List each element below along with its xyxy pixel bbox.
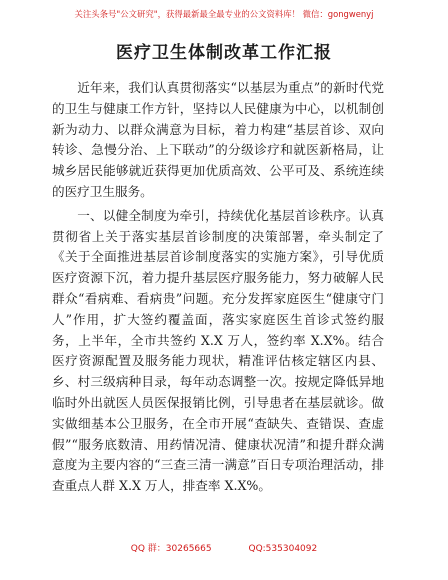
footer-contacts — [0, 541, 448, 554]
footer-qq-contact: QQ:535304092 — [248, 544, 318, 554]
paragraph-section-one: 一、以健全制度为牵引，持续优化基层首诊秩序。认真贯彻省上关于落实基层首诊制度的决策部署，牵头制定了《关于全面推进基层首诊制度落实的实施方案》，引导优质医疗资源下沉，着力提升基层医疗服务能力，努力破解人民群众“看病难、看病贵”问题。充分发挥家庭医生“健康守门人”作用，扩大签约覆盖面，落实家庭医生首诊式签约服务，上半年，全市共签约 X.X 万人，签约率 X.X%。结合医疗资源配置及服务能力现状，精准评估核定辖区内县、乡、村三级病种目录，每年动态调整一次。按规定降低异地临时外出就医人员医保报销比例，引导患者在基层就诊。做实做细基本公卫服务，在全市开展“查缺失、查错误、查虚假”“服务底数清、用药情况清、健康状况清”和提升群众满意度为主要内容的“三查三清一满意”百日专项治理活动，排查重点人群 X.X 万人，排查率 X.X%。 — [52, 207, 384, 494]
footer-qq-group: QQ 群：30265665 — [130, 544, 212, 554]
page-title: 医疗卫生体制改革工作汇报 — [116, 43, 332, 63]
promo-banner: 关注头条号"公文研究"，获得最新最全最专业的公文资料库！ 微信：gongwenyj — [74, 9, 374, 19]
document-body — [52, 78, 384, 497]
paragraph-intro: 近年来，我们认真贯彻落实“以基层为重点”的新时代党的卫生与健康工作方针，坚持以人民健康为中心，以机制创新为动力、以群众满意为目标，着力构建“基层首诊、双向转诊、急慢分治、上下联动”的分级诊疗和就医新格局，让城乡居民能够就近获得更加优质高效、公平可及、系统连续的医疗卫生服务。 — [52, 80, 384, 199]
